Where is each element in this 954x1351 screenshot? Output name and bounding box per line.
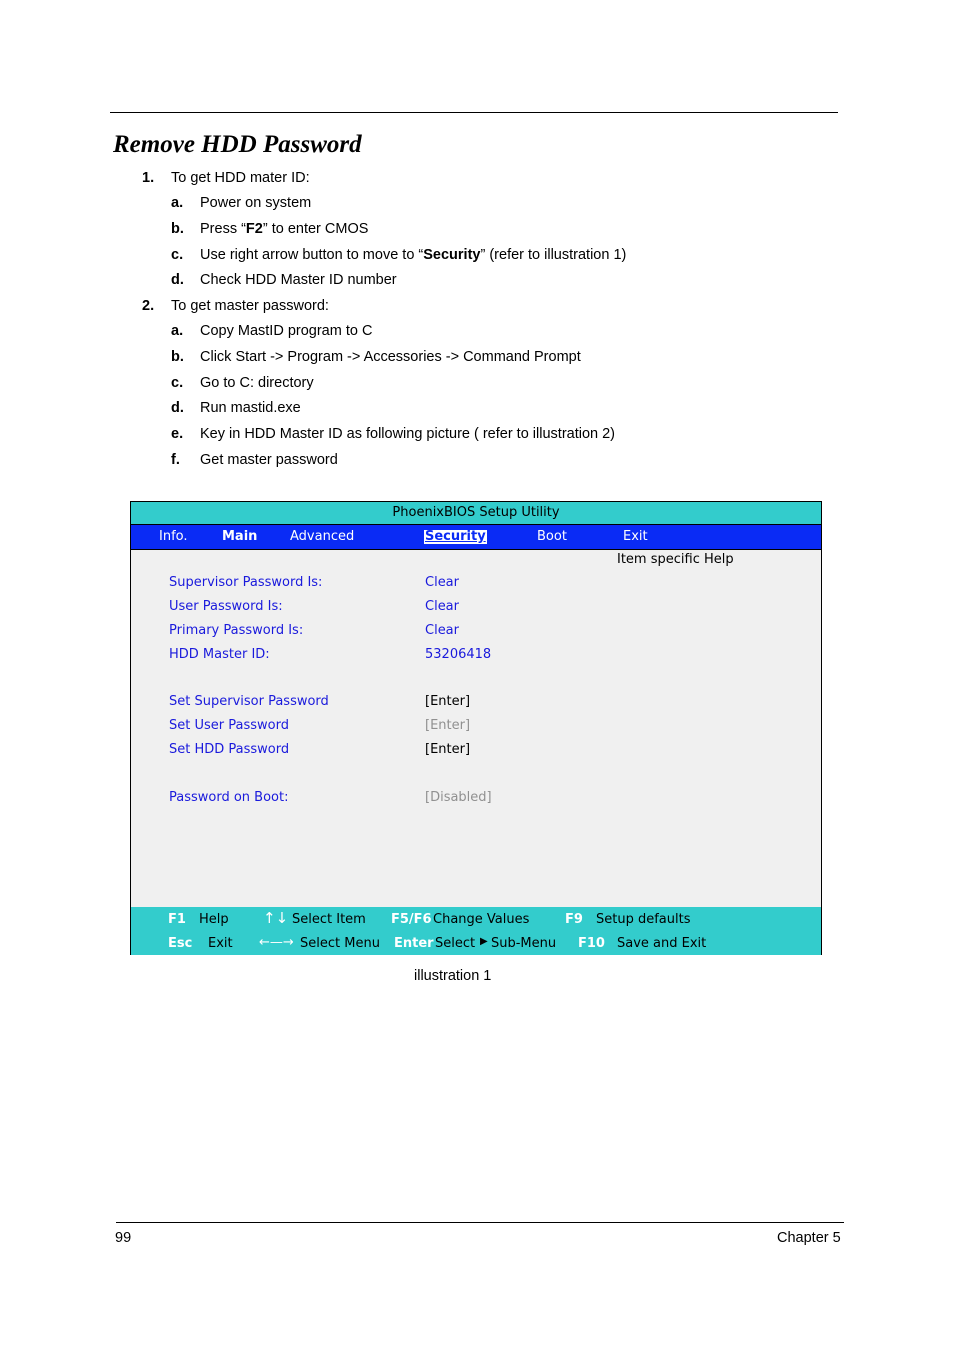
substep-text: Get master password [200,452,338,468]
user-password-label: User Password Is: [169,599,283,614]
item-help-heading: Item specific Help [617,552,734,567]
enter-key: Enter [394,936,434,951]
tab-info[interactable]: Info. [159,529,188,544]
header-rule [110,112,838,113]
substep-letter: e. [171,426,184,442]
hdd-master-id-label[interactable]: HDD Master ID: [169,647,270,662]
substep-letter: c. [171,375,184,391]
f1-key: F1 [168,912,186,927]
step-text: To get master password: [171,298,329,314]
bios-menu-bar [131,525,821,550]
primary-password-label: Primary Password Is: [169,623,304,638]
hdd-master-id-value: 53206418 [425,647,492,662]
primary-password-status: Clear [425,623,459,638]
substep-letter: b. [171,221,184,237]
step-number: 2. [142,298,155,314]
select-item-text: Select Item [292,912,366,927]
substep-text: Use right arrow button to move to “Security” (refer to illustration 1) [200,247,627,263]
set-supervisor-password-value[interactable]: [Enter] [425,694,471,709]
substep-letter: d. [171,400,184,416]
triangle-right-icon: ▶ [480,936,488,947]
set-user-password-item[interactable]: Set User Password [169,718,289,733]
enter-select-text: Select [435,936,476,951]
substep-text: Copy MastID program to C [200,323,373,339]
tab-security[interactable]: Security [425,529,486,544]
substep-letter: d. [171,272,184,288]
set-hdd-password-value[interactable]: [Enter] [425,742,471,757]
bios-title-bar: PhoenixBIOS Setup Utility [131,502,821,525]
up-down-arrows-icon: ↑↓ [263,909,289,927]
chapter-label: Chapter 5 [777,1230,841,1246]
set-user-password-value: [Enter] [425,718,471,733]
bios-key-legend [131,907,821,955]
substep-text: Run mastid.exe [200,400,301,416]
page-title: Remove HDD Password [113,131,362,158]
substep-text: Press “F2” to enter CMOS [200,221,369,237]
f9-key: F9 [565,912,583,927]
sub-menu-text: Sub-Menu [491,936,557,951]
substep-text: Key in HDD Master ID as following picture ( refer to illustration 2) [200,426,616,442]
tab-boot[interactable]: Boot [537,529,567,544]
f1-help-text: Help [199,912,229,927]
left-right-arrows-icon: ←—→ [259,935,294,950]
bios-setup-screen [130,501,822,955]
password-on-boot-label[interactable]: Password on Boot: [169,790,289,805]
step-text: To get HDD mater ID: [171,170,310,186]
tab-advanced[interactable]: Advanced [290,529,355,544]
substep-letter: b. [171,349,184,365]
substep-letter: c. [171,247,184,263]
step-number: 1. [142,170,155,186]
supervisor-password-status: Clear [425,575,459,590]
change-values-text: Change Values [433,912,530,927]
substep-letter: f. [171,452,180,468]
esc-exit-text: Exit [208,936,233,951]
select-menu-text: Select Menu [300,936,380,951]
substep-letter: a. [171,323,184,339]
tab-exit[interactable]: Exit [623,529,648,544]
f10-key: F10 [578,936,605,951]
substep-text: Check HDD Master ID number [200,272,397,288]
save-and-exit-text: Save and Exit [617,936,707,951]
f5-f6-key: F5/F6 [391,912,432,927]
substep-letter: a. [171,195,184,211]
substep-text: Click Start -> Program -> Accessories -> Command Prompt [200,349,581,365]
setup-defaults-text: Setup defaults [596,912,691,927]
page-number: 99 [115,1230,132,1246]
user-password-status: Clear [425,599,459,614]
esc-key: Esc [168,936,193,951]
tab-main[interactable]: Main [222,529,258,544]
password-on-boot-value: [Disabled] [425,790,492,805]
set-supervisor-password-item[interactable]: Set Supervisor Password [169,694,329,709]
figure-caption: illustration 1 [414,968,492,984]
substep-text: Go to C: directory [200,375,314,391]
supervisor-password-label: Supervisor Password Is: [169,575,323,590]
substep-text: Power on system [200,195,312,211]
footer-rule [116,1222,844,1223]
set-hdd-password-item[interactable]: Set HDD Password [169,742,290,757]
